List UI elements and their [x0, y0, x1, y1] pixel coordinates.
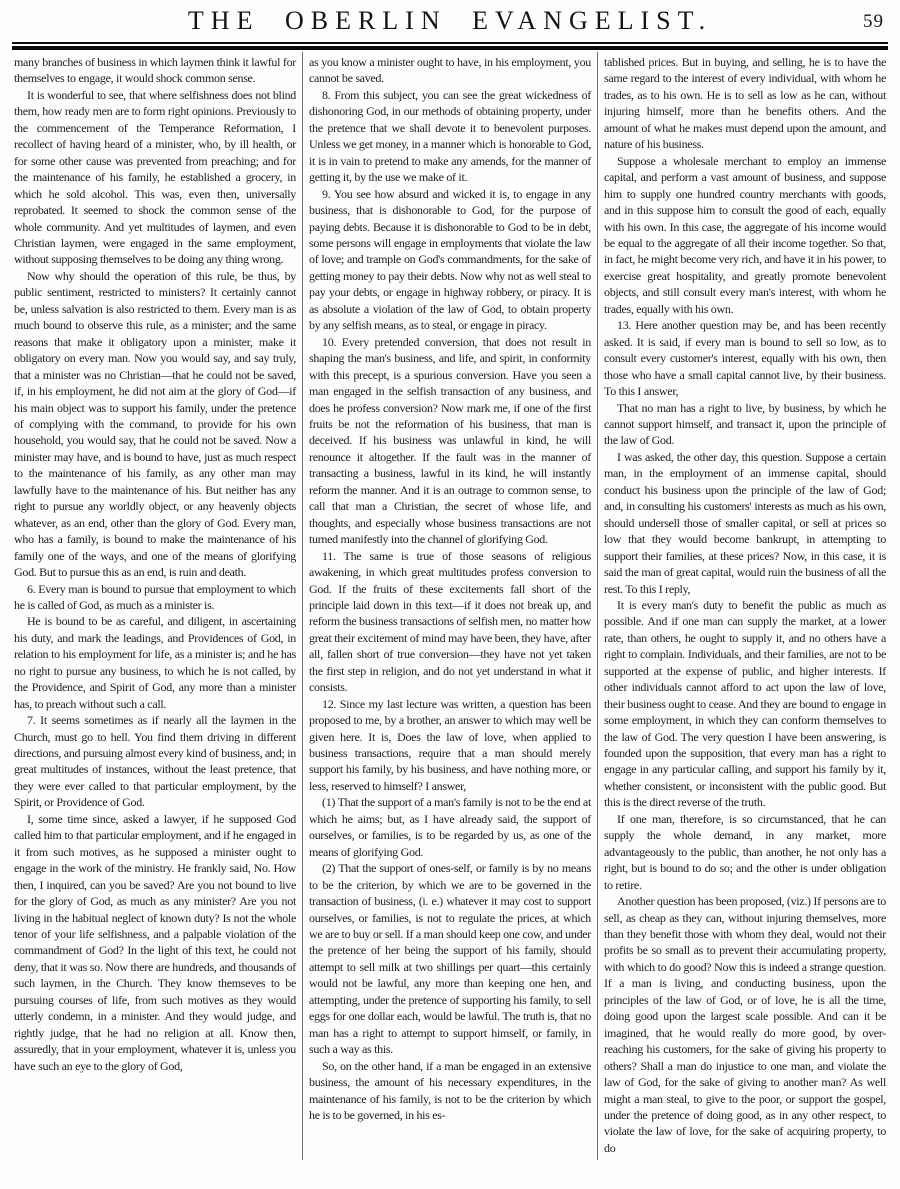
page-title: THE OBERLIN EVANGELIST. [187, 6, 713, 35]
paragraph: He is bound to be as careful, and diligent, in ascertaining his duty, and mark the leadings, and Providences of God, in relation to his employment for life, as a minister is; and he has no right to pursue any business, to which he is not called, by the Providence, and Spirit of God, any more than a minister has, to preach without such a call. [14, 614, 296, 711]
paragraph: So, on the other hand, if a man be engaged in an extensive business, the amount of his necessary expenditures, in the maintenance of his family, is not to be the criterion by which he is to be governed, in his es- [309, 1058, 591, 1122]
paragraph: many branches of business in which laymen think it lawful for themselves to engage, it would shock common sense. [14, 55, 296, 86]
paragraph: Suppose a wholesale merchant to employ an immense capital, and perform a vast amount of business, and suppose him to supply one hundred country merchants with goods, and in this suppose him to consult the good of each, equally with his own. In this case, the aggregate of his income would be equal to the aggregate of all their income together. So that, in fact, he might become very rich, and have it in his power, to exercise great hospitality, and greatly promote benevolent objects, and still consult every man's interest, with whom he trades, equally with his own. [604, 153, 886, 316]
paragraph: as you know a minister ought to have, in his employment, you cannot be saved. [309, 55, 591, 86]
page-number: 59 [863, 11, 884, 32]
text-column-2 [302, 52, 597, 1160]
paragraph: (2) That the support of ones-self, or family is by no means to be the criterion, by which we are to be governed in the transaction of business, (i. e.) whatever it may cost to support ourselves, or families, is not to regulate the prices, at which we are to buy or sell. If a man should keep one cow, and under the pretence of her being the support of his family, should attempt to sell milk at two shillings per quart—this certainly would not be lawful, any more than keeping one hen, and attempting, under the pretence of supporting his family, to sell eggs for one dollar each, would be lawful. The truth is, that no man has a right to attempt to support himself, or family, in such a way as this. [309, 861, 591, 1057]
paragraph: It is wonderful to see, that where selfishness does not blind them, how ready men are to form right opinions. Previously to the commencement of the Temperance Reformation, I recollect of having heard of a minister, who, by ill health, or for some other cause was prevented from preaching; and for the maintenance of his family, he established a grocery, in which he sold alcohol. This was, even then, universally reprobated. It seemed to shock the common sense of the whole community. And yet multitudes of laymen, and even Christian laymen, were engaged in the same employment, without supposing themselves to be doing any thing wrong. [14, 87, 296, 267]
paragraph: If one man, therefore, is so circumstanced, that he can supply the whole demand, in any market, more advantageously to the public, than another, he not only has a right, but is bound to do so; and the other is under obligation to retire. [604, 811, 886, 892]
paragraph: 10. Every pretended conversion, that does not result in shaping the man's business, and life, and spirit, in conformity with this precept, is a spurious conversion. Have you seen a man engaged in the selfish transaction of any business, and does he profess conversion? Now mark me, if one of the first fruits be not the reformation of his business, that man is deceived. If his business was unlawful in kind, he will renounce it altogether. If the fault was in the manner of transacting a business, lawful in its kind, he will instantly reform the manner. And it is an outrage to common sense, to call that man a Christian, the secret of whose life, and thoughts, and especially whose business transactions are not turned manifestly into the channel of glorifying God. [309, 334, 591, 547]
header-rule-thin [12, 42, 888, 44]
paragraph: 7. It seems sometimes as if nearly all the laymen in the Church, must go to hell. You find them driving in different directions, and pursuing almost every kind of business, and; in great multitudes of instances, without the least pretence, that they were ever called to that particular employment, by the Spirit, or Providence of God. [14, 713, 296, 810]
paragraph: (1) That the support of a man's family is not to be the end at which he aims; but, as I have already said, the support of ourselves, or families, is to be regarded by us, as one of the means of glorifying God. [309, 795, 591, 859]
paragraph: It is every man's duty to benefit the public as much as possible. And if one man can supply the market, at a lower rate, than others, he ought to supply it, and no others have a right to complain. Individuals, and their families, are not to be supported at the expense of public, and higher interests. If other individuals cannot afford to act upon the law of love, their business ought to cease. And they are bound to engage in some employment, in which they can conform themselves to the law of God. The very question I have been answering, is founded upon the supposition, that every man has a right to engage in any particular calling, and support his family by it, whether consistent, or inconsistent with the public good. But this is the direct reverse of the truth. [604, 597, 886, 810]
paragraph: Another question has been proposed, (viz.) If persons are to sell, as cheap as they can, without injuring themselves, more than they benefit those with whom they deal, would not their profits be so small as to prevent their accumulating property, with which to do good? Now this is indeed a strange question. If a man is living, and conducting business, upon the principles of the law of God, or of love, he is all the time, doing good upon the largest scale possible. And can it be imagined, that he would really do more good, by over-reaching his customers, for the sake of giving his property to others? Shall a man do injustice to one man, and violate the law of God, for the sake of giving to another man? As well might a man steal, to give to the poor, or support the gospel, under the pretence of doing good, as in any other respect, to violate the law of love, for the sake of acquiring property, to do [604, 894, 886, 1155]
paragraph: tablished prices. But in buying, and selling, he is to have the same regard to the interest of every individual, with whom he trades, as to his own. He is to sell as low as he can, without injuring himself, more than he benefits others. And the amount of what he makes must depend upon the amount, and nature of his business. [604, 55, 886, 152]
paragraph: I, some time since, asked a lawyer, if he supposed God called him to that particular employment, and if he engaged in it from such motives, as he supposed a minister ought to engage in the work of the ministry. He frankly said, No. How then, I inquired, can you be saved? Are you not bound to live for the glory of God, as much as any minister? Are you not living in the habitual neglect of known duty? Is not the whole tenor of your life selfishness, and a palpable violation of the commandment of God? In the light of this text, he could not deny, that it was so. Now there are hundreds, and thousands of such laymen, in the Church. They know themseves to be pursuing courses of life, from such motives as they would utterly condemn, in a minister. And they would judge, and rightly judge, that he had no religion at all. Know then, assuredly, that in your employment, whatever it is, unless you have such an eye to the glory of God, [14, 811, 296, 1073]
paragraph: 11. The same is true of those seasons of religious awakening, in which great multitudes profess conversion to God. If the fruits of these excitements fall short of the principle laid down in this text—if it does not break up, and reform the business transactions of selfish men, no matter how great their excitement of mind may have been, they have, after all, fallen short of true conversion—they have not yet taken the first step in religion, and do not yet understand in what it consists. [309, 548, 591, 695]
paragraph: 6. Every man is bound to pursue that employment to which he is called of God, as much as a minister is. [14, 581, 296, 612]
text-column-3 [597, 52, 887, 1160]
text-columns [13, 52, 887, 1160]
paragraph: 8. From this subject, you can see the great wickedness of dishonoring God, in our methods of obtaining property, under the pretence that we shall devote it to benevolent purposes. Unless we get money, in a manner which is honorable to God, it is in vain to pretend to make any amends, for the manner of getting it, by the use we make of it. [309, 87, 591, 185]
paragraph: Now why should the operation of this rule, be thus, by public sentiment, restricted to ministers? It certainly cannot be, unless salvation is also restricted to them. Every man is as much bound to observe this rule, as a minister; and the same reasons that make it obligatory upon a minister, make it obligatory on every man. Now you would say, and say truly, that a minister was no Christian—that he could not be saved, if, in his employment, he did not aim at the glory of God—if his main object was to support his family, under the pretence of complying with the command, to provide for his own household, you would say, that he could not be saved. Now a minister may have, and is bound to have, just as much respect to the maintenance of his family, as any other man may lawfully have to the maintenance of his. But neither has any right to pursue any worldly object, or any heavenly objects whatever, as an end, other than the glory of God. Every man, who has a family, is bound to make the maintenance of his family one of the ways, and one of the means of glorifying God. But to pursue this as an end, is ruin and death. [14, 268, 296, 580]
paragraph: 12. Since my last lecture was written, a question has been proposed to me, by a brother, an answer to which may well be given here. It is, Does the law of love, when applied to business transactions, require that a man should merely support his family, by his business, and have nothing more, or less, reserved to himself? I answer, [309, 696, 591, 793]
masthead [0, 0, 900, 42]
text-column-1 [13, 52, 302, 1160]
paragraph: 13. Here another question may be, and has been recently asked. It is said, if every man is bound to sell so low, as to consult every customer's interest, equally with his own, then those who have a small capital cannot live, by their business. To this I answer, [604, 318, 886, 399]
header-rule-thick [12, 46, 888, 50]
paragraph: I was asked, the other day, this question. Suppose a certain man, in the employment of an immense capital, should conduct his business upon the principle of the law of God; and, in consulting his customers' interests as much as his own, should undersell those of smaller capital, or sell at prices so low that they would become bankrupt, in attempting to support their families, at these prices? Now, in this case, it is said the man of great capital, would ruin the business of all the rest. To this I reply, [604, 449, 886, 596]
paragraph: That no man has a right to live, by business, by which he cannot support himself, and transact it, upon the principle of the law of God. [604, 400, 886, 448]
paragraph: 9. You see how absurd and wicked it is, to engage in any business, that is dishonorable to God, for the purpose of paying debts. Because it is dishonorable to God to be in debt, some persons will engage in employments that violate the law of love; and trample on God's commandments, for the sake of getting money to pay their debts. Now why not as well steal to pay your debts, or engage in highway robbery, or piracy. It is as absolute a violation of the law of God, to obtain property by any selfish means, as to steal, or engage in piracy. [309, 186, 591, 333]
